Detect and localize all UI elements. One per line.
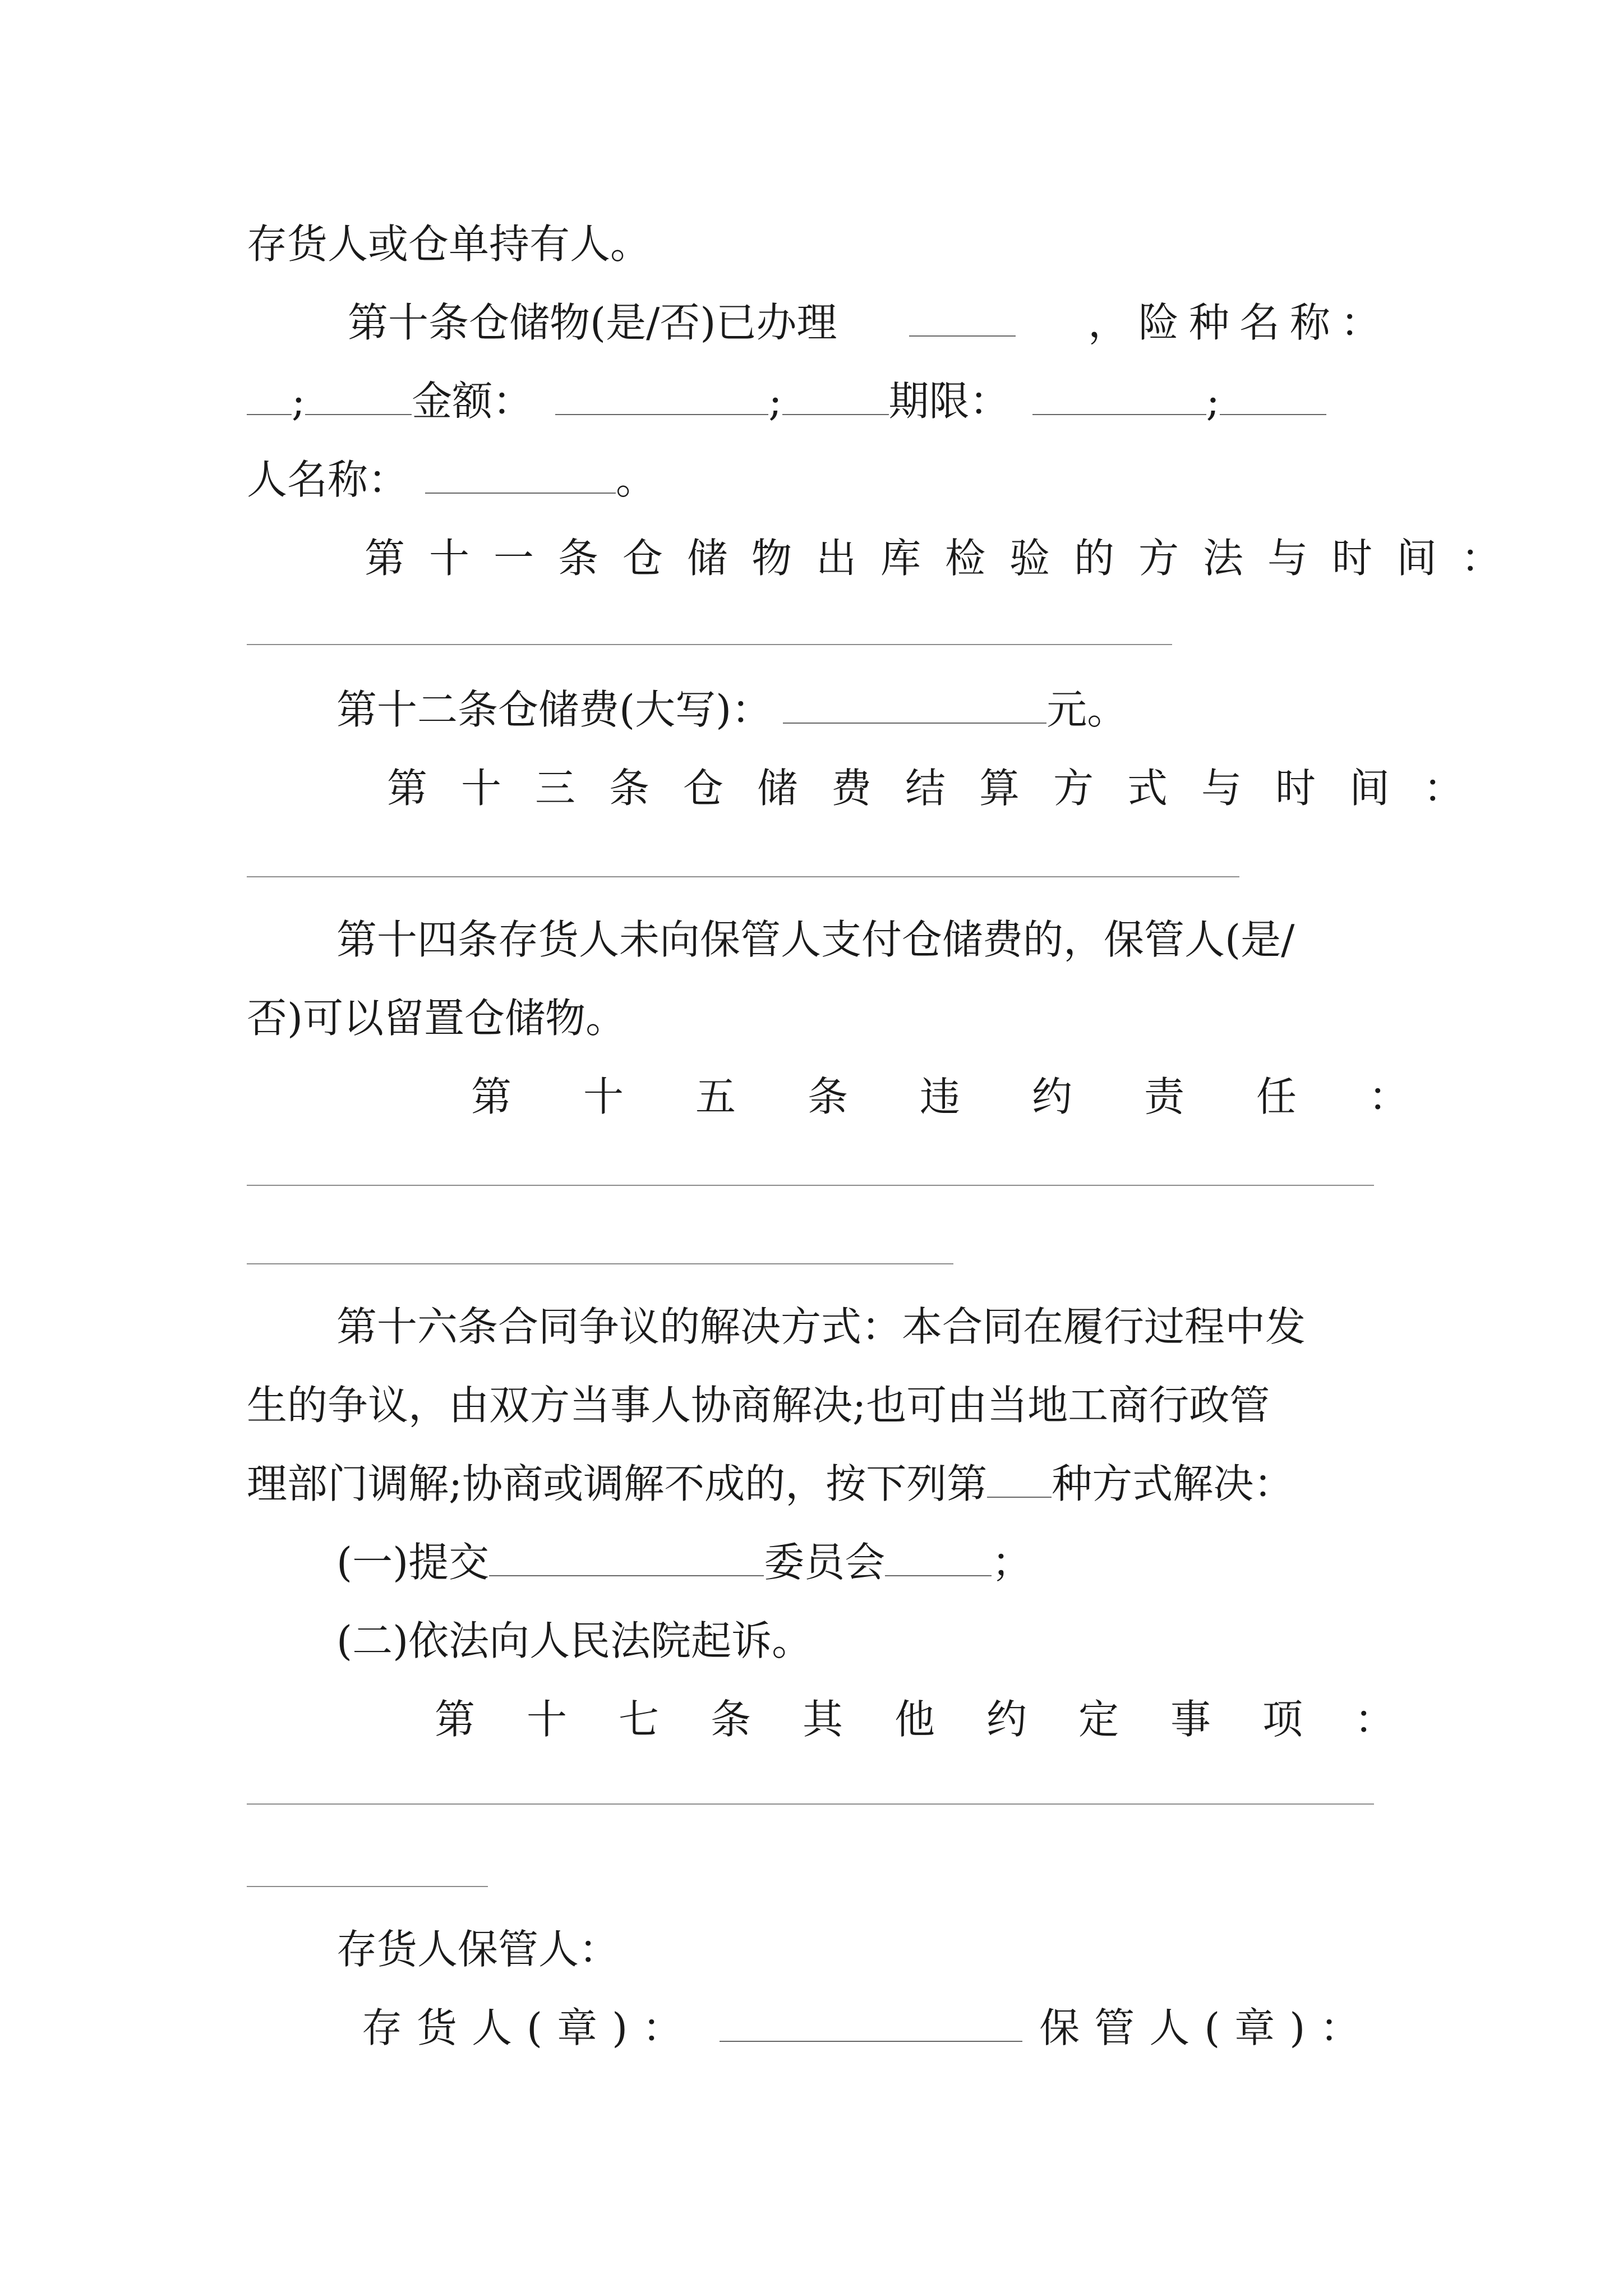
- article-11-text: 第十一条仓储物出库检验的方法与时间：: [365, 535, 1526, 582]
- answer-rule[interactable]: [247, 1886, 488, 1887]
- period: 。: [616, 456, 657, 503]
- insurance-blank[interactable]: [909, 303, 1016, 337]
- signature-heading: [336, 1907, 1391, 1991]
- blank[interactable]: [1220, 381, 1326, 415]
- arbitration-blank[interactable]: [489, 1543, 764, 1576]
- insurer-name-blank[interactable]: [425, 460, 616, 494]
- article-16: [336, 1285, 1391, 1369]
- article-17: [435, 1677, 1447, 1761]
- method-number-blank[interactable]: [987, 1464, 1052, 1498]
- article-14: [336, 898, 1391, 982]
- custodian-seal-label: 保管人(章)：: [1039, 2004, 1375, 2051]
- term-label: 期限：: [888, 378, 1010, 425]
- answer-rule[interactable]: [247, 876, 1239, 877]
- insurer-name-line: [247, 438, 1391, 522]
- article-16-text: 第十六条合同争议的解决方式：本合同在履行过程中发: [336, 1303, 1306, 1350]
- article-13-text: 第十三条仓储费结算方式与时间：: [387, 765, 1498, 812]
- article-16-line-3-text: 理部门调解;协商或调解不成的，按下列第: [247, 1460, 988, 1507]
- signature-heading-text: 存货人保管人：: [336, 1926, 620, 1973]
- answer-rule[interactable]: [247, 644, 1172, 645]
- article-10-text: 第十条仓储物(是/否)已办理: [348, 299, 837, 346]
- article-15: [471, 1055, 1481, 1139]
- article-12-text: 第十二条仓储费(大写)：: [336, 686, 772, 733]
- article-16-line-3: [247, 1442, 1391, 1526]
- article-14-cont: [247, 976, 1391, 1060]
- text-line: [247, 202, 1391, 286]
- article-16-line-2: [247, 1363, 1391, 1447]
- option-one: [336, 1520, 1391, 1604]
- article-14-cont-text: 否)可以留置仓储物。: [247, 995, 626, 1042]
- yuan-label: 元。: [1046, 686, 1128, 733]
- insurance-details-line: ; 金额： ; 期限： ;: [247, 359, 1391, 443]
- answer-rule[interactable]: [247, 1803, 1374, 1805]
- option-one-label: (一)提交: [336, 1539, 490, 1586]
- article-16-line-2-text: 生的争议，由双方当事人协商解决;也可由当地工商行政管: [247, 1382, 1270, 1429]
- amount-blank[interactable]: [555, 381, 768, 415]
- article-17-text: 第十七条其他约定事项：: [435, 1696, 1447, 1743]
- article-15-text: 第十五条违约责任：: [471, 1073, 1481, 1120]
- insurance-type-label: ，险种名称：: [1087, 299, 1391, 346]
- insurance-type-blank[interactable]: [247, 381, 292, 415]
- blank[interactable]: [782, 381, 889, 415]
- answer-rule[interactable]: [247, 1185, 1374, 1186]
- semicolon: ；: [992, 1539, 1032, 1586]
- depositor-seal-blank[interactable]: [720, 2008, 1022, 2042]
- storage-fee-blank[interactable]: [783, 690, 1046, 724]
- blank[interactable]: [305, 381, 412, 415]
- text-storage-holder: 存货人或仓单持有人。: [247, 220, 651, 268]
- article-12: [336, 668, 1391, 752]
- amount-label: 金额：: [412, 378, 533, 425]
- committee-label: 委员会: [764, 1539, 886, 1586]
- option-two: [336, 1599, 1391, 1683]
- article-13: [387, 746, 1498, 830]
- answer-rule[interactable]: [247, 1263, 953, 1264]
- term-blank[interactable]: [1032, 381, 1206, 415]
- article-10-line: [348, 280, 1391, 365]
- depositor-seal-label: 存货人(章)：: [362, 2004, 698, 2051]
- signature-line: [362, 1986, 1391, 2070]
- article-14-text: 第十四条存货人未向保管人支付仓储费的，保管人(是/: [336, 916, 1295, 963]
- option-two-text: (二)依法向人民法院起诉。: [336, 1617, 813, 1664]
- method-label: 种方式解决：: [1052, 1460, 1294, 1507]
- committee-blank[interactable]: [885, 1543, 992, 1576]
- insurer-name-label: 人名称：: [247, 456, 409, 503]
- article-11: [365, 516, 1526, 600]
